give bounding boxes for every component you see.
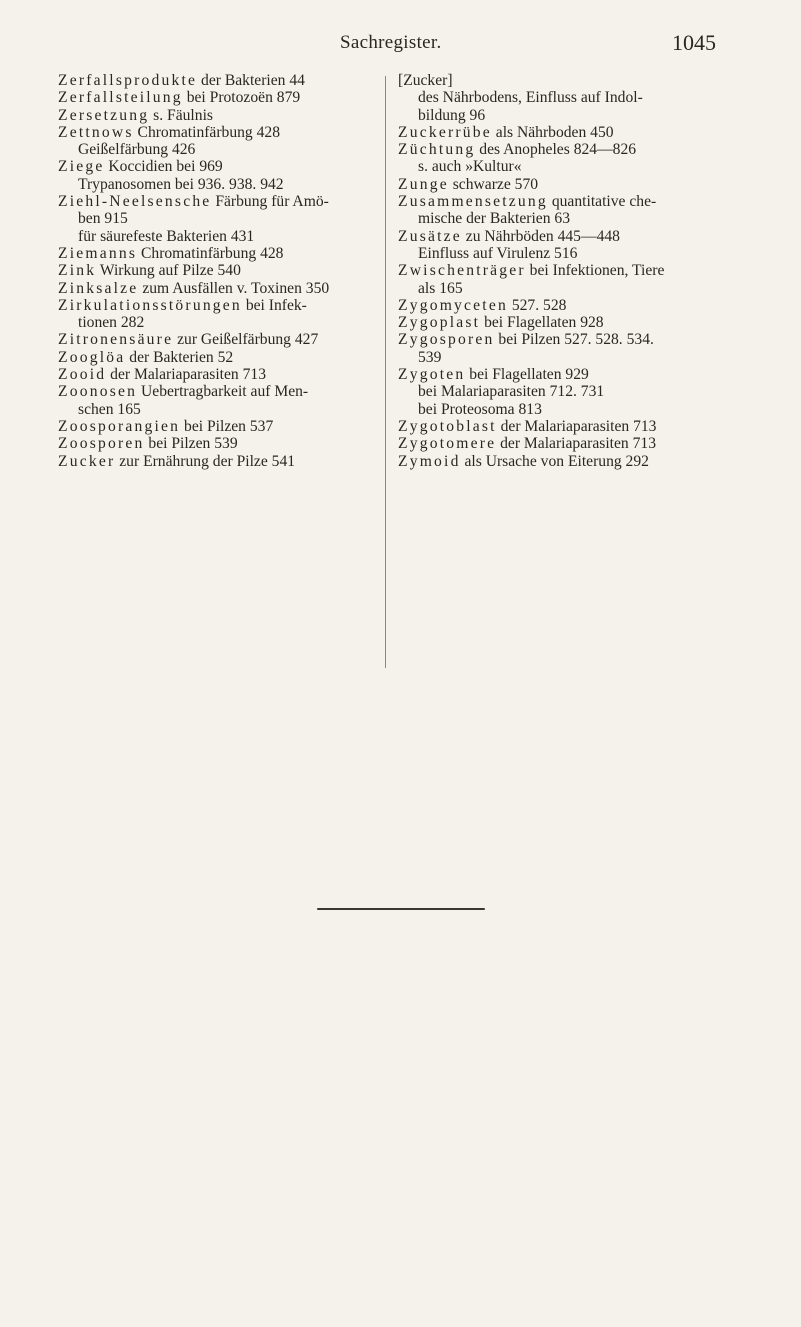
index-term: Zoonosen (58, 383, 138, 401)
index-reference: bei Pilzen 537 (180, 417, 274, 435)
index-term: Zygotomere (398, 435, 497, 453)
index-term: Zitronensäure (58, 331, 174, 349)
index-reference: der Bakterien 44 (197, 72, 305, 89)
index-reference: Koccidien bei 969 (104, 158, 223, 176)
end-rule (317, 908, 485, 910)
index-entry (398, 72, 718, 89)
index-entry (398, 245, 718, 262)
index-entry (398, 141, 718, 158)
index-term: Zirkulationsstörungen (58, 296, 242, 314)
index-reference: als Ursache von Eiterung 292 (460, 452, 649, 470)
index-entry (398, 366, 718, 383)
index-reference: der Malariaparasiten 713 (106, 366, 267, 384)
index-term: Zettnows (58, 123, 134, 141)
index-term: Züchtung (398, 141, 476, 159)
index-reference: der Malariaparasiten 713 (496, 435, 656, 453)
index-entry (398, 89, 718, 106)
index-entry (58, 228, 378, 245)
index-entry (398, 262, 718, 279)
index-term: Zink (58, 262, 97, 280)
index-reference: schwarze 570 (448, 175, 539, 193)
index-entry (58, 124, 378, 141)
index-entry (398, 314, 718, 331)
index-term: Zunge (398, 175, 449, 193)
index-entry (58, 383, 378, 400)
index-reference: s. Fäulnis (149, 106, 213, 124)
page-number: 1045 (672, 30, 716, 55)
index-reference: Geißelfärbung 426 (78, 141, 196, 159)
index-reference: bei Flagellaten 928 (480, 314, 604, 332)
index-reference: tionen 282 (78, 314, 145, 332)
index-entry (398, 193, 718, 210)
index-reference: der Malariaparasiten 713 (496, 417, 657, 435)
index-term: Zymoid (398, 452, 461, 470)
index-reference: zur Ernährung der Pilze 541 (115, 452, 296, 470)
index-term: Zerfallsteilung (58, 89, 183, 107)
index-entry (398, 418, 718, 435)
index-reference: zum Ausfällen v. Toxinen 350 (138, 279, 330, 297)
index-entry (398, 210, 718, 227)
index-reference: mische der Bakterien 63 (418, 210, 570, 228)
index-term: Zoosporangien (58, 417, 181, 435)
index-term: Zwischenträger (398, 262, 526, 280)
page-title: Sachregister. (340, 32, 442, 53)
index-reference: als 165 (418, 279, 463, 297)
index-entry (398, 331, 718, 348)
index-reference: bei Pilzen 539 (144, 435, 238, 453)
index-entry (58, 89, 378, 106)
index-term: Ziehl-Neelsensche (58, 193, 212, 211)
index-reference: bei Pilzen 527. 528. 534. (494, 331, 654, 349)
index-entry (58, 193, 378, 210)
index-reference: Einfluss auf Virulenz 516 (418, 244, 578, 262)
index-reference: zur Geißelfärbung 427 (173, 331, 319, 349)
index-column-left (58, 72, 378, 470)
index-entry (398, 297, 718, 314)
index-entry (58, 280, 378, 297)
column-divider (385, 76, 386, 668)
index-reference: Chromatinfärbung 428 (133, 123, 281, 141)
index-entry (58, 366, 378, 383)
index-entry (58, 435, 378, 452)
index-term: Ziege (58, 158, 105, 176)
index-reference: bei Flagellaten 929 (465, 366, 589, 384)
index-entry (58, 349, 378, 366)
index-entry (398, 453, 718, 470)
index-term: Zinksalze (58, 279, 139, 297)
index-reference: Färbung für Amö- (211, 193, 329, 211)
index-column-right (398, 72, 718, 470)
index-term: Ziemanns (58, 244, 138, 262)
index-reference: 527. 528 (507, 296, 567, 314)
index-reference: des Nährbodens, Einfluss auf Indol- (418, 89, 643, 107)
index-reference: schen 165 (78, 400, 141, 418)
index-reference: für säurefeste Bakterien 431 (78, 227, 255, 245)
index-entry (398, 401, 718, 418)
index-reference: bei Malariaparasiten 712. 731 (418, 383, 605, 401)
index-entry (398, 280, 718, 297)
index-term: Zerfallsprodukte (58, 72, 198, 89)
index-reference: bei Infektionen, Tiere (525, 262, 665, 280)
index-reference: bildung 96 (418, 106, 486, 124)
index-entry (398, 383, 718, 400)
index-reference: bei Proteosoma 813 (418, 400, 542, 418)
index-reference: als Nährboden 450 (491, 123, 614, 141)
index-reference: bei Infek- (241, 296, 307, 314)
index-term: Zygoten (398, 366, 466, 384)
index-entry (58, 210, 378, 227)
index-entry (398, 349, 718, 366)
index-entry (58, 297, 378, 314)
index-entry (58, 262, 378, 279)
index-reference: [Zucker] (398, 72, 453, 89)
index-reference: zu Nährböden 445—448 (461, 227, 620, 245)
index-entry (58, 72, 378, 89)
index-entry (398, 124, 718, 141)
index-reference: quantitative che- (547, 193, 657, 211)
index-reference: des Anopheles 824—826 (475, 141, 637, 159)
index-entry (58, 107, 378, 124)
index-entry (398, 435, 718, 452)
page-header (0, 30, 801, 60)
index-term: Zuckerrübe (398, 123, 492, 141)
index-term: Zygotoblast (398, 417, 497, 435)
index-entry (58, 314, 378, 331)
index-term: Zoosporen (58, 435, 145, 453)
index-reference: Uebertragbarkeit auf Men- (137, 383, 309, 401)
index-entry (58, 141, 378, 158)
index-reference: Chromatinfärbung 428 (137, 244, 284, 262)
index-entry (398, 228, 718, 245)
index-entry (58, 158, 378, 175)
index-term: Zygomyceten (398, 296, 508, 314)
index-term: Zusätze (398, 227, 462, 245)
index-term: Zersetzung (58, 106, 150, 124)
index-term: Zygoplast (398, 314, 481, 332)
index-reference: bei Protozoën 879 (182, 89, 301, 107)
index-reference: s. auch »Kultur« (418, 158, 522, 176)
index-term: Zygosporen (398, 331, 495, 349)
index-reference: ben 915 (78, 210, 128, 228)
index-entry (398, 107, 718, 124)
index-term: Zooid (58, 366, 107, 384)
index-entry (58, 418, 378, 435)
index-entry (398, 158, 718, 175)
index-reference: der Bakterien 52 (125, 348, 234, 366)
index-entry (58, 245, 378, 262)
index-term: Zusammensetzung (398, 193, 548, 211)
index-reference: Wirkung auf Pilze 540 (96, 262, 241, 280)
index-reference: Trypanosomen bei 936. 938. 942 (78, 175, 284, 193)
index-term: Zucker (58, 452, 116, 470)
index-entry (58, 453, 378, 470)
index-entry (58, 401, 378, 418)
index-reference: 539 (418, 348, 442, 366)
index-entry (398, 176, 718, 193)
index-entry (58, 176, 378, 193)
index-entry (58, 331, 378, 348)
index-term: Zooglöa (58, 348, 126, 366)
